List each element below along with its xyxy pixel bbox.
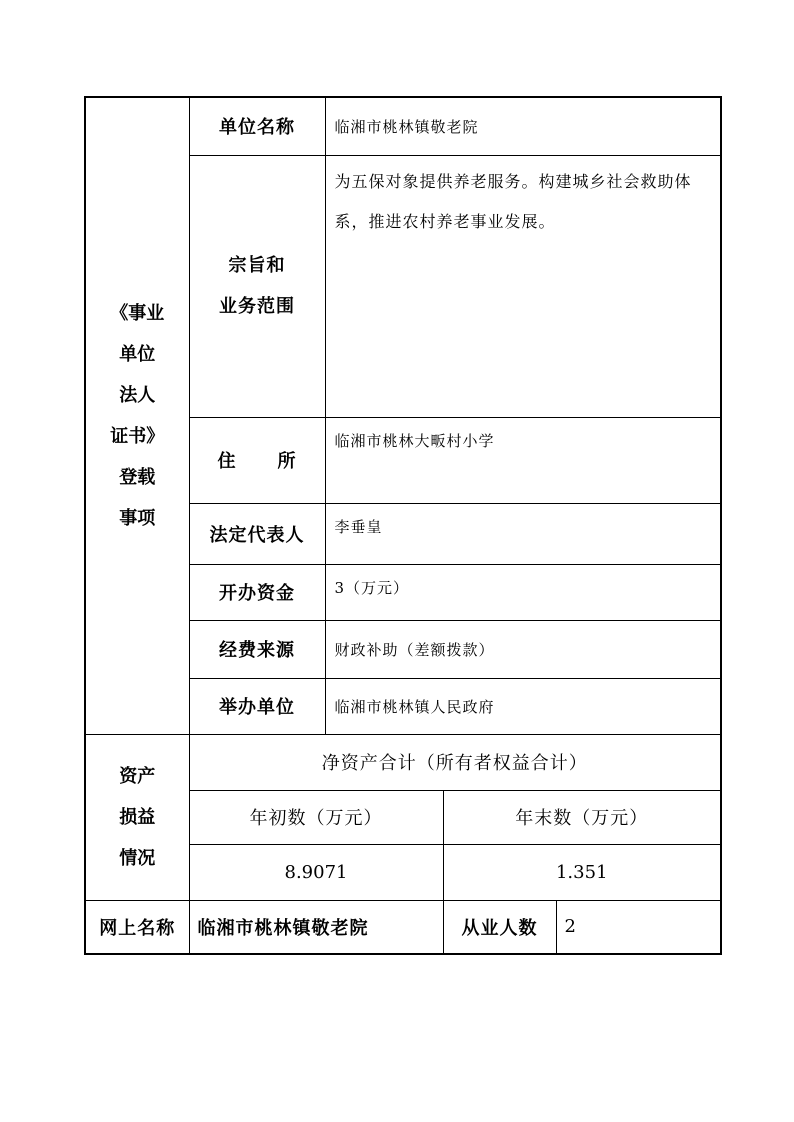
funding-source-value: 财政补助（差额拨款）	[325, 620, 721, 678]
row-unit-name	[85, 97, 721, 155]
address-label-cell	[189, 417, 325, 503]
legal-rep-label: 法定代表人	[189, 503, 325, 564]
row-net-assets-header	[85, 734, 721, 790]
begin-label: 年初数（万元）	[189, 790, 443, 844]
net-assets-header: 净资产合计（所有者权益合计）	[189, 734, 721, 790]
section-label-line: 单位	[119, 343, 156, 365]
registration-table	[84, 96, 722, 955]
end-value: 1.351	[443, 844, 721, 900]
purpose-label-line: 宗旨和	[228, 255, 286, 276]
section-label-line: 《事业	[110, 302, 165, 324]
section-label-line: 法人	[119, 384, 156, 406]
funding-source-label: 经费来源	[189, 620, 325, 678]
legal-rep-value: 李垂皇	[325, 503, 721, 564]
section-label-line: 情况	[119, 847, 156, 869]
online-name-label: 网上名称	[85, 900, 189, 954]
purpose-label-line: 业务范围	[219, 296, 295, 317]
sponsor-label: 举办单位	[189, 678, 325, 734]
start-funds-label: 开办资金	[189, 564, 325, 620]
address-label-char: 住	[217, 451, 237, 472]
staff-count-value: 2	[556, 900, 721, 954]
row-online	[85, 900, 721, 954]
online-name-value: 临湘市桃林镇敬老院	[189, 900, 443, 954]
end-label: 年末数（万元）	[443, 790, 721, 844]
section-label-line: 证书》	[110, 425, 165, 447]
section-label-line: 登载	[119, 466, 156, 488]
staff-count-label: 从业人数	[443, 900, 556, 954]
purpose-value: 为五保对象提供养老服务。构建城乡社会救助体系，推进农村养老事业发展。	[325, 155, 721, 417]
unit-name-label: 单位名称	[189, 97, 325, 155]
address-label-char: 所	[277, 451, 297, 472]
begin-value: 8.9071	[189, 844, 443, 900]
start-funds-value: 3（万元）	[325, 564, 721, 620]
assets-section-label	[85, 734, 189, 900]
section-label-line: 损益	[119, 806, 156, 828]
registration-section-label	[85, 97, 189, 734]
purpose-label	[189, 155, 325, 417]
section-label-line: 资产	[119, 765, 156, 787]
unit-name-value: 临湘市桃林镇敬老院	[325, 97, 721, 155]
address-label	[190, 447, 325, 473]
section-label-line: 事项	[119, 507, 156, 529]
address-value: 临湘市桃林大畈村小学	[325, 417, 721, 503]
sponsor-value: 临湘市桃林镇人民政府	[325, 678, 721, 734]
